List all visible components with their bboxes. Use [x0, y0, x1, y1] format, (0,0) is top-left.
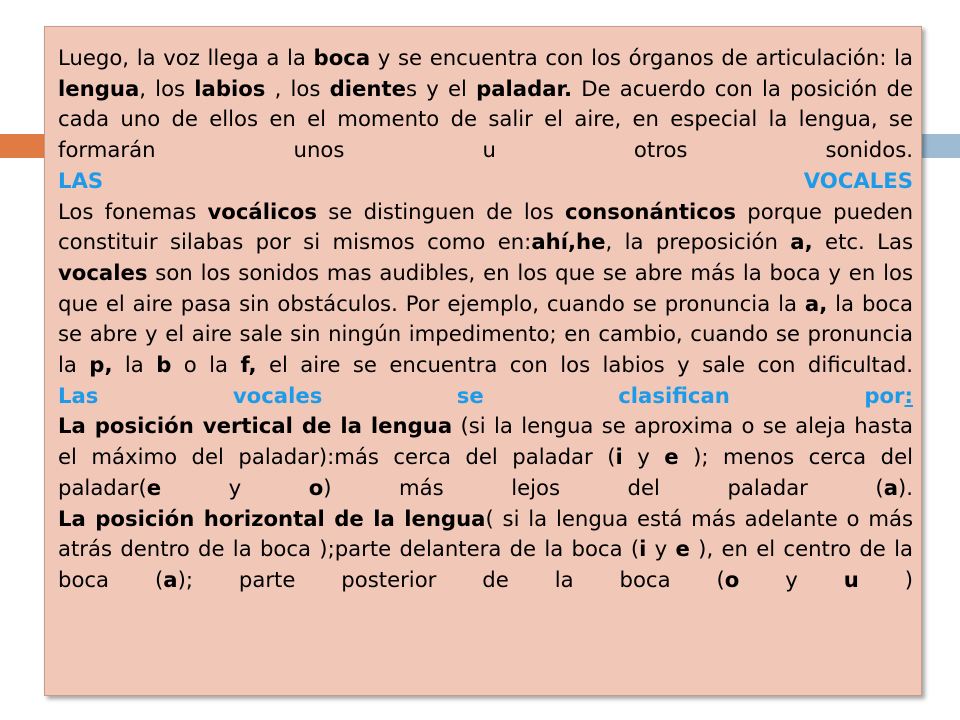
text-run: la boca se abre y el aire sale sin ningún impedimento; en cambio, cuando se pronuncia la — [58, 290, 914, 378]
bold-term: i — [615, 444, 623, 470]
paragraph-posicion-vertical — [58, 411, 913, 503]
text-run: etc. Las — [812, 229, 913, 255]
left-accent-bar — [0, 134, 46, 158]
heading-word: Las — [58, 382, 99, 408]
bold-term: o — [308, 474, 324, 500]
text-run: ) más lejos del paladar ( — [323, 474, 884, 500]
bold-term: a, — [790, 229, 813, 255]
paragraph-fonemas — [58, 197, 913, 381]
heading-word: por — [864, 382, 905, 408]
bold-term: b — [156, 352, 172, 378]
text-run: el aire se encuentra con los labios y sale con dificultad. — [256, 352, 914, 378]
bold-term: u — [843, 566, 859, 592]
text-run: la — [112, 352, 157, 378]
paragraph-posicion-horizontal — [58, 504, 913, 596]
bold-term: vocales — [58, 259, 148, 285]
bold-term: i — [639, 536, 647, 562]
paragraph-intro — [58, 43, 913, 166]
bold-term: diente — [329, 75, 406, 101]
bold-term: e — [664, 444, 679, 470]
bold-term: consonánticos — [565, 198, 736, 224]
text-run: Los fonemas — [58, 198, 208, 224]
text-run: (si la lengua se aproxima o se aleja hasta el máximo del paladar):más cerca del paladar ( — [58, 413, 913, 470]
bold-term: p, — [89, 352, 113, 378]
text-run: , los — [265, 75, 330, 101]
bold-term: a, — [804, 290, 828, 316]
bold-term: e — [146, 474, 162, 500]
text-run: y — [161, 474, 309, 500]
text-run: ); menos cerca del paladar( — [58, 444, 914, 500]
heading-word: VOCALES — [803, 167, 913, 193]
bold-term: La posición vertical de la lengua — [58, 413, 453, 439]
bold-term: ahí,he — [531, 229, 606, 255]
heading-word: vocales — [232, 382, 323, 408]
bold-term: o — [724, 566, 740, 592]
heading-word: LAS — [58, 167, 104, 193]
bold-term: f, — [240, 352, 257, 378]
bold-term: boca — [313, 45, 371, 70]
right-accent-bar — [922, 134, 960, 158]
text-run: ); parte posterior de la boca ( — [177, 566, 725, 592]
text-run: De acuerdo con la posición de cada uno de ellos en el momento de salir el aire, en especial la lengua, se formarán unos u otros sonidos. — [58, 75, 914, 163]
text-run: y — [739, 566, 844, 592]
heading-las-vocales — [58, 166, 913, 197]
heading-word: se — [456, 382, 484, 408]
bold-term: lengua — [58, 75, 140, 101]
text-run: y se encuentra con los órganos de articulación: la — [370, 45, 913, 70]
text-run: o la — [171, 352, 241, 378]
text-run: Luego, la voz llega a la — [58, 45, 314, 70]
text-run: , la preposición — [605, 229, 791, 255]
text-run: y — [622, 444, 665, 470]
heading-word: clasifican — [618, 382, 730, 408]
bold-term: La posición horizontal de la lengua — [58, 505, 486, 531]
slide-text-card — [44, 26, 922, 696]
bold-term: a — [163, 566, 178, 592]
bold-term: a — [883, 474, 898, 500]
bold-term: e — [675, 536, 690, 562]
text-run: se distinguen de los — [316, 198, 566, 224]
text-run: ). — [898, 474, 914, 500]
text-run: ) — [858, 566, 914, 592]
text-run: son los sonidos mas audibles, en los que se abre más la boca y en los que el aire pasa sin obstáculos. Por ejemplo, cuando se pronuncia la — [58, 259, 913, 316]
heading-clasifican — [58, 381, 913, 412]
bold-term: labios — [194, 75, 266, 101]
text-run: ( si la lengua está más adelante o más atrás dentro de la boca );parte delantera de la boca ( — [58, 505, 913, 562]
text-run: , los — [139, 75, 195, 101]
bold-term: paladar. — [476, 75, 573, 101]
bold-term: vocálicos — [207, 198, 317, 224]
text-run: porque pueden constituir silabas por si mismos como en: — [58, 198, 913, 255]
heading-colon: : — [904, 382, 913, 408]
text-run: ), en el centro de la boca ( — [58, 536, 913, 592]
text-run: y — [646, 536, 676, 562]
text-run: s y el — [406, 75, 477, 101]
